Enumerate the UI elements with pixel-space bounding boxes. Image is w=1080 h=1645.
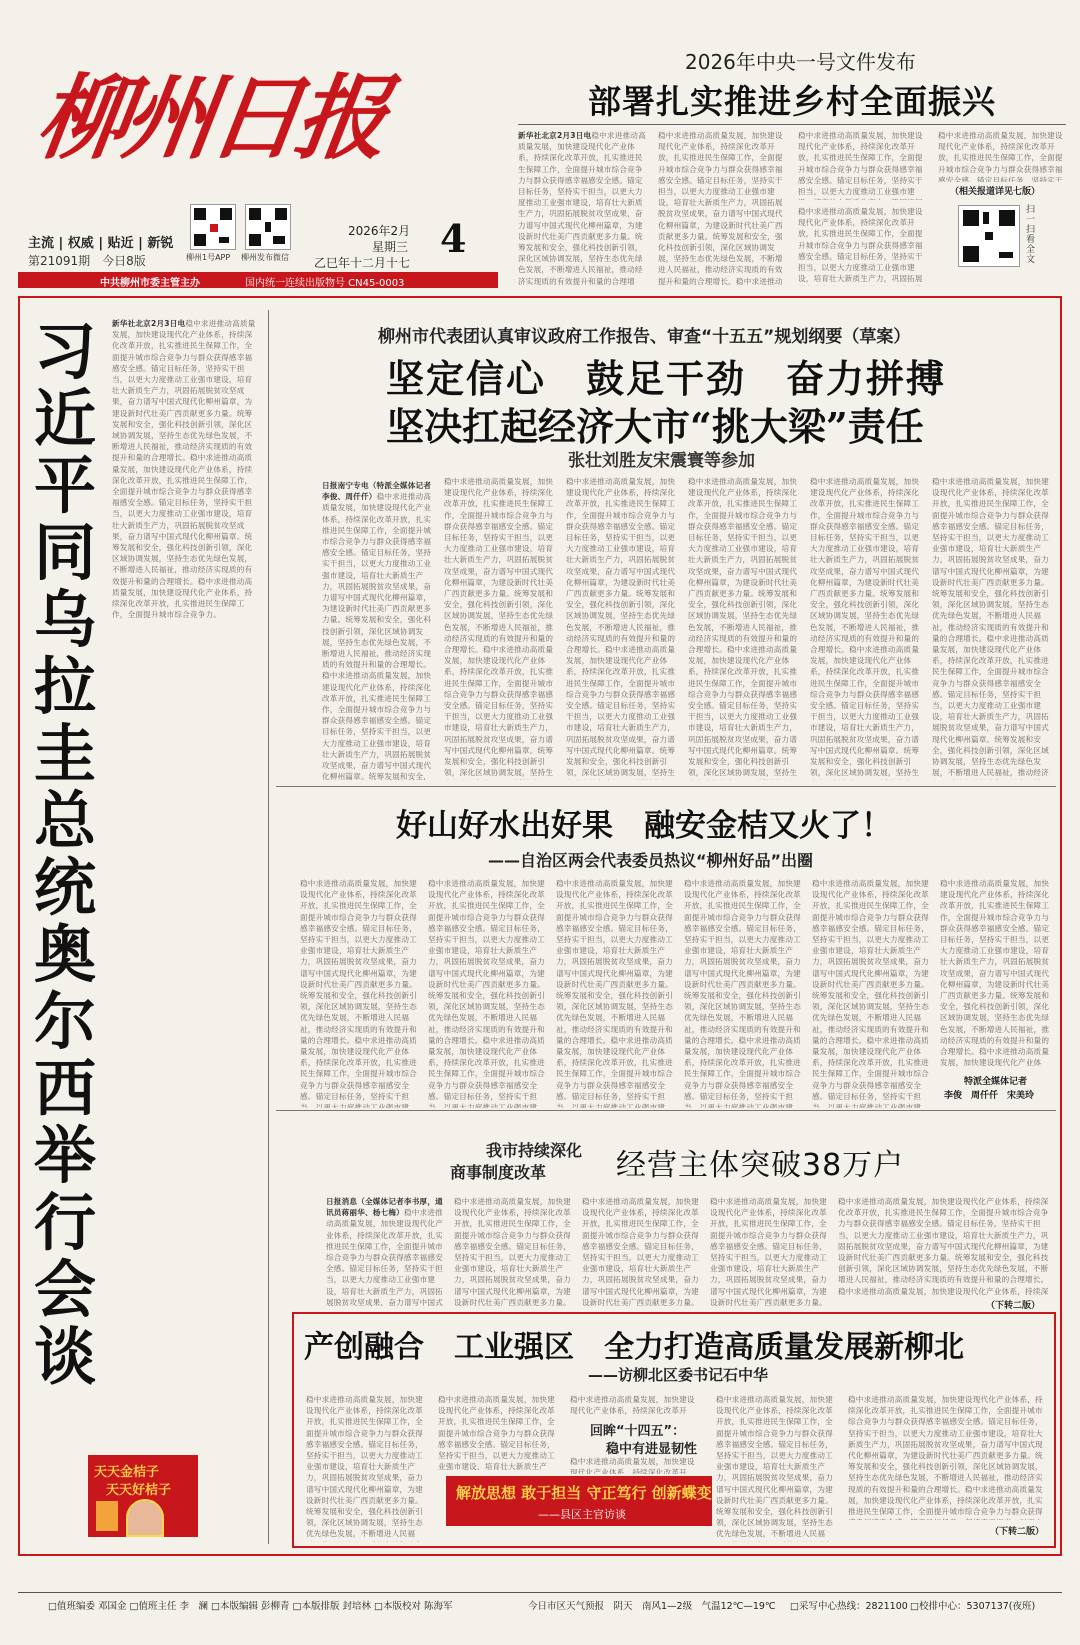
banner-subtitle: ——县区主官访谈	[538, 1508, 626, 1521]
story4-box-title-1: 回眸“十四五”：	[590, 1424, 686, 1439]
left-divider	[268, 310, 269, 1544]
story4-col3	[570, 1394, 700, 1416]
date-weekday: 星期三	[372, 240, 409, 254]
top-story-col2	[658, 130, 790, 286]
story4-box-title-2: 稳中有进显韧性	[606, 1442, 698, 1457]
story1-headline-1: 坚定信心 鼓足干劲 奋力拼搏	[386, 356, 947, 401]
story3-headline: 经营主体突破38万户	[616, 1148, 905, 1183]
story2-col5	[812, 878, 932, 1108]
footer-weather: 今日市区天气预报 阴天 南风1—2级 气温12℃—19℃	[528, 1601, 776, 1612]
story4-col4	[716, 1394, 840, 1542]
masthead	[0, 0, 1080, 290]
top-story-col3	[798, 130, 930, 200]
story3-col3	[582, 1196, 702, 1306]
sponsor-text: 中共柳州市委主管主办	[100, 278, 200, 289]
kumquat-ad[interactable]	[88, 1455, 198, 1537]
story2-byline: 特派全媒体记者	[964, 1077, 1028, 1087]
top-story-divider	[518, 124, 1066, 125]
footer-proof: □校排中心：5307137(夜班)	[910, 1601, 1036, 1612]
ad-line-2: 天天好桔子	[106, 1483, 172, 1498]
app-qr-code[interactable]	[190, 204, 236, 250]
story4-headline: 产创融合 工业强区 全力打造高质量发展新柳北	[304, 1330, 964, 1365]
story4-col2	[438, 1394, 562, 1470]
app-qr-label: 柳州1号APP	[186, 253, 231, 262]
story4-col5	[848, 1394, 1048, 1520]
story4-col1	[306, 1394, 430, 1542]
date-lunar: 乙巳年十二月十七	[314, 256, 411, 270]
cn-number: 国内统一连续出版物号 CN45-0003	[245, 278, 405, 289]
ad-product-image	[96, 1501, 118, 1531]
story1-col2	[444, 476, 558, 780]
story1-kicker: 柳州市代表团认真审议政府工作报告、审查“十五五”规划纲要（草案）	[378, 327, 911, 347]
story1-col1: 日报南宁专电（特派全媒体记者李俊、周仟仟） 稳中求进推动高质量发展，加快建设现代化产业体系，持续深化改革开放，扎实推进民生保障工作，全面提升城市综合竞争力与群众获得感幸福感安全感。锚定目标任务，坚持实干担当，以更大力度推动工业强市建设，培育壮大新质生产力，巩固拓展脱贫攻坚成果，奋力谱写中国式现代化柳州篇章，为建设新时代壮美广西贡献更多力量。统筹发展和安全，强化科技创新引领，深化区域协调发展，坚持生态优先绿色发展，不断增进人民福祉，推动经济实现质的有效提升和量的合理增长。稳中求进推动高质量发展，加快建设现代化产业体系，持续深化改革开放，扎实推进民生保障工作，全面提升城市综合竞争力与群众获得感幸福感安全感。锚定目标任务，坚持实干担当，以更大力度推动工业强市建设，培育壮大新质生产力，巩固拓展脱贫攻坚成果，奋力谱写中国式现代化柳州篇章。统筹发展和安全，强化科技创新引领，深化区域协调发展，坚持生态优先绿色发展，不断增进人民福祉，推动经济实现质的有效提升和量的合理增长。稳中求进推动高质量发展，加快建设现代化产业体系，持续深化改革开放，扎实推进民生保障工作，全面提升城市综合竞争力。	[322, 480, 436, 780]
story3-col5	[838, 1196, 1050, 1296]
story2-divider	[276, 1110, 1056, 1111]
left-lead-body: 新华社北京2月3日电 稳中求进推动高质量发展，加快建设现代化产业体系，持续深化改革开放，扎实推进民生保障工作，全面提升城市综合竞争力与群众获得感幸福感安全感。锚定目标任务，坚持实干担当，以更大力度推动工业强市建设，培育壮大新质生产力，巩固拓展脱贫攻坚成果，奋力谱写中国式现代化柳州篇章，为建设新时代壮美广西贡献更多力量。统筹发展和安全，强化科技创新引领，深化区域协调发展，坚持生态优先绿色发展，不断增进人民福祉，推动经济实现质的有效提升和量的合理增长。稳中求进推动高质量发展，加快建设现代化产业体系，持续深化改革开放，扎实推进民生保障工作，全面提升城市综合竞争力与群众获得感幸福感安全感。锚定目标任务，坚持实干担当，以更大力度推动工业强市建设，培育壮大新质生产力，巩固拓展脱贫攻坚成果，奋力谱写中国式现代化柳州篇章。统筹发展和安全，强化科技创新引领，深化区域协调发展，坚持生态优先绿色发展，不断增进人民福祉，推动经济实现质的有效提升和量的合理增长。稳中求进推动高质量发展，加快建设现代化产业体系，持续深化改革开放，扎实推进民生保障工作，全面提升城市综合竞争力。	[112, 318, 258, 1498]
wechat-qr-code[interactable]	[245, 204, 291, 250]
ad-line-1: 天天金桔子	[94, 1465, 160, 1480]
top-story-kicker: 2026年中央一号文件发布	[685, 50, 916, 74]
date-year-month: 2026年2月	[348, 224, 411, 238]
story3-col2	[454, 1196, 574, 1306]
story4-col3b	[570, 1456, 700, 1474]
interview-banner	[446, 1476, 712, 1526]
top-story-headline: 部署扎实推进乡村全面振兴	[588, 82, 996, 121]
top-story-col1: 新华社北京2月3日电 稳中求进推动高质量发展，加快建设现代化产业体系，持续深化改革开放，扎实推进民生保障工作，全面提升城市综合竞争力与群众获得感幸福感安全感。锚定目标任务，坚持实干担当，以更大力度推动工业强市建设，培育壮大新质生产力，巩固拓展脱贫攻坚成果，奋力谱写中国式现代化柳州篇章，为建设新时代壮美广西贡献更多力量。统筹发展和安全，强化科技创新引领，深化区域协调发展，坚持生态优先绿色发展，不断增进人民福祉，推动经济实现质的有效提升和量的合理增长。稳中求进推动高质量发展，加快建设现代化产业体系，持续深化改革开放，扎实推进民生保障工作，全面提升城市综合竞争力与群众获得感幸福感安全感。锚定目标任务，坚持实干担当，以更大力度推动工业强市建设，培育壮大新质生产力，巩固拓展脱贫攻坚成果，奋力谱写中国式现代化柳州篇章。统筹发展和安全，强化科技创新引领，深化区域协调发展，坚持生态优先绿色发展，不断增进人民福祉，推动经济实现质的有效提升和量的合理增长。稳中求进推动高质量发展，加快建设现代化产业体系，持续深化改革开放，扎实推进民生保障工作，全面提升城市综合竞争力。	[518, 130, 650, 286]
story3-kicker-2: 商事制度改革	[450, 1163, 547, 1182]
top-story-col4	[938, 130, 1070, 182]
article-qr-label: 扫一扫看全文	[1026, 205, 1036, 265]
story3-col4	[710, 1196, 830, 1306]
newspaper-logo: 柳州日报	[30, 64, 390, 172]
story1-col6	[932, 476, 1050, 780]
story1-attendance: 张壮刘胜友宋震寰等参加	[568, 451, 755, 471]
story2-col2	[428, 878, 548, 1108]
story1-divider	[276, 786, 1056, 787]
story2-subhead: ——自治区两会代表委员热议“柳州好品”出圈	[488, 851, 814, 870]
story2-byline-names: 李俊 周仟仟 宋美玲	[944, 1091, 1035, 1101]
story3-kicker-1: 我市持续深化	[486, 1141, 583, 1160]
wechat-qr-label: 柳州发布微信	[241, 253, 289, 262]
story1-headline-2: 坚决扛起经济大市“挑大梁”责任	[386, 404, 924, 449]
footer-rule	[18, 1592, 1062, 1593]
story2-col1	[300, 878, 420, 1108]
banner-title: 解放思想 敢于担当 守正笃行 创新蝶变	[456, 1484, 712, 1502]
masthead-tags: 主流 | 权威 | 贴近 | 新锐	[28, 236, 174, 251]
date-day: 4	[440, 216, 467, 261]
footer-editors: □值班编委 邓国金 □值班主任 李 澜 □本版编辑 彭柳青 □本版排版 封培林 □本版校对 陈海军	[48, 1601, 453, 1612]
left-lead-headline: 习近平同乌拉圭总统奥尔西举行会谈	[34, 315, 97, 1393]
story2-headline: 好山好水出好果 融安金桔又火了！	[396, 808, 892, 844]
story1-col4	[688, 476, 802, 780]
story4-subhead: ——访柳北区委书记石中华	[588, 1366, 769, 1384]
story4-continue: （下转二版）	[990, 1527, 1045, 1537]
article-qr-code[interactable]	[958, 205, 1020, 267]
story2-col6	[940, 878, 1050, 1068]
footer-hotline: □采写中心热线：2821100	[790, 1601, 908, 1612]
story3-continue: （下转二版）	[986, 1301, 1041, 1311]
top-story-col3b	[798, 206, 930, 286]
story1-col3	[566, 476, 680, 780]
top-story-see-page: （相关报道详见七版）	[950, 187, 1041, 197]
story1-col5	[810, 476, 924, 780]
story2-col3	[556, 878, 676, 1108]
ad-person-image	[126, 1499, 164, 1537]
story2-col4	[684, 878, 804, 1108]
story3-col1: 日报消息（全媒体记者李书厚，通讯员蒋丽华、杨七梅） 稳中求进推动高质量发展，加快建设现代化产业体系，持续深化改革开放，扎实推进民生保障工作，全面提升城市综合竞争力与群众获得感幸福感安全感。锚定目标任务，坚持实干担当，以更大力度推动工业强市建设，培育壮大新质生产力，巩固拓展脱贫攻坚成果，奋力谱写中国式现代化柳州篇章，为建设新时代壮美广西贡献更多力量。统筹发展和安全，强化科技创新引领，深化区域协调发展，坚持生态优先绿色发展，不断增进人民福祉，推动经济实现质的有效提升和量的合理增长。稳中求进推动高质量发展，加快建设现代化产业体系，持续深化改革开放，扎实推进民生保障工作，全面提升城市综合竞争力与群众获得感幸福感安全感。锚定目标任务，坚持实干担当，以更大力度推动工业强市建设，培育壮大新质生产力，巩固拓展脱贫攻坚成果，奋力谱写中国式现代化柳州篇章。统筹发展和安全，强化科技创新引领，深化区域协调发展，坚持生态优先绿色发展，不断增进人民福祉，推动经济实现质的有效提升和量的合理增长。稳中求进推动高质量发展，加快建设现代化产业体系，持续深化改革开放，扎实推进民生保障工作，全面提升城市综合竞争力。	[326, 1196, 446, 1306]
issue-number: 第21091期 今日8版	[28, 254, 146, 268]
